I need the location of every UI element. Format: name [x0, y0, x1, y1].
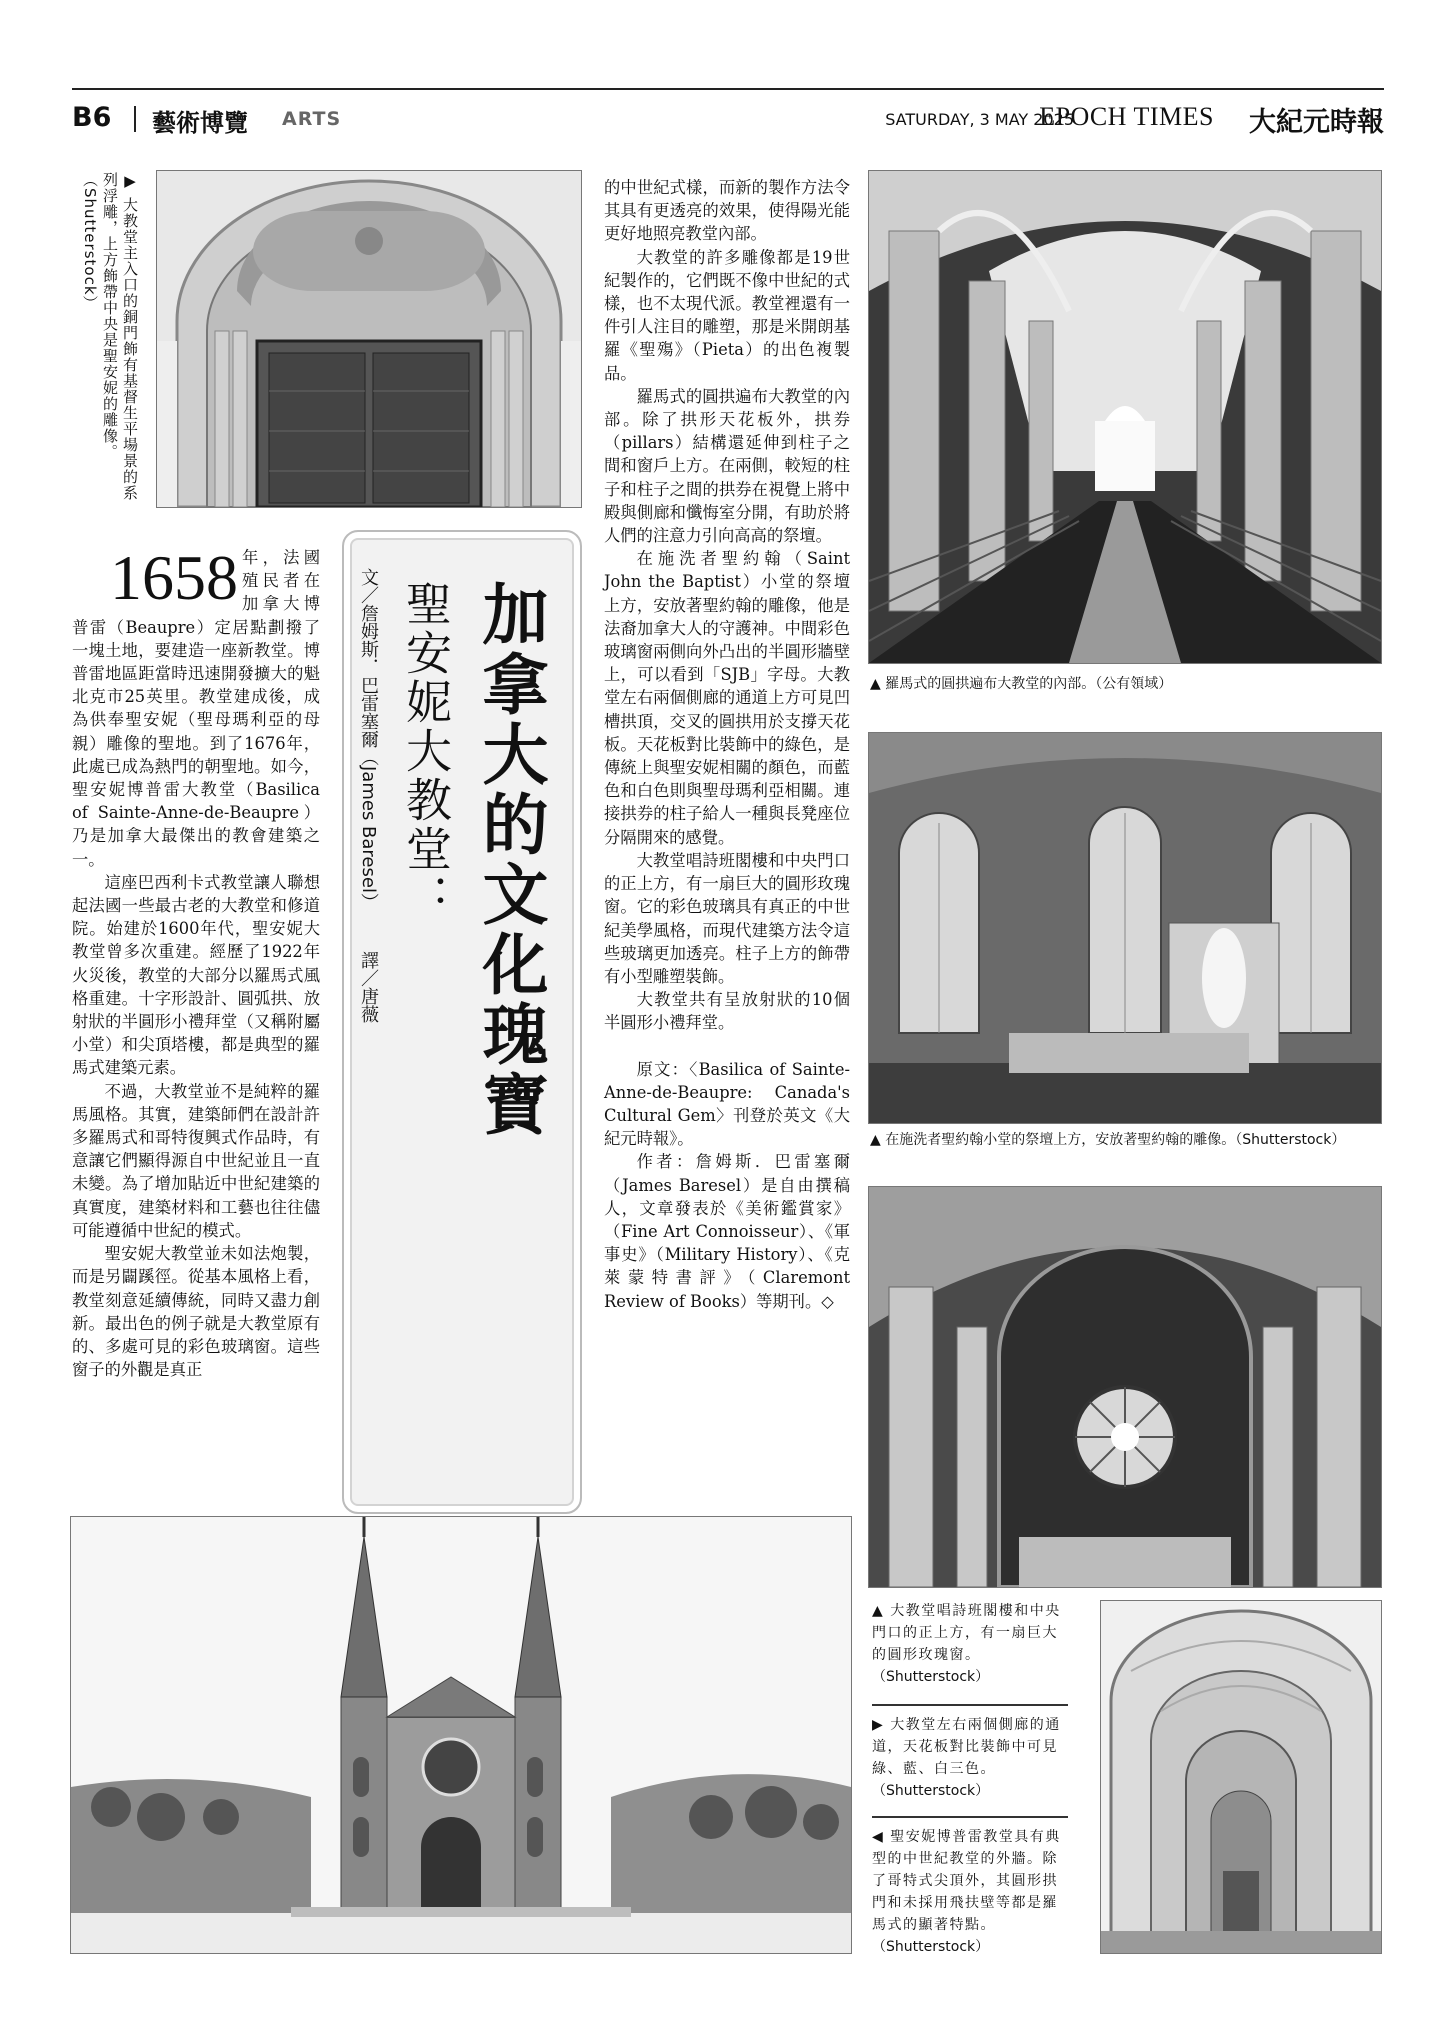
paragraph: 的中世紀式樣，而新的製作方法令其具有更透亮的效果，使得陽光能更好地照亮教堂內部。	[604, 178, 850, 244]
photo-side-aisle	[1100, 1600, 1382, 1954]
caption-divider	[872, 1816, 1068, 1818]
paragraph: 大教堂唱詩班閣樓和中央門口的正上方，有一扇巨大的圓形玫瑰窗。它的彩色玻璃具有真正的中世紀美學風格，而現代建築方法令這些玻璃更加透亮。柱子上方的飾帶有小型雕塑裝飾。	[604, 850, 850, 986]
caption-side-aisle: ▶ 大教堂左右兩個側廊的通道，天花板對比裝飾中可見綠、藍、白三色。 （Shutterstock）	[872, 1717, 1061, 1799]
subheadline: 聖安妮大教堂：	[399, 580, 453, 923]
caption-nave: ▲ 羅馬式的圓拱遍布大教堂的內部。（公有領域）	[870, 676, 1173, 692]
caption-exterior: ◀ 聖安妮博普雷教堂具有典型的中世紀教堂的外牆。除了哥特式尖頂外，其圓形拱門和未採用飛扶壁等都是羅馬式的顯著特點。 （Shutterstock）	[872, 1829, 1061, 1955]
article-column-2	[604, 176, 850, 1313]
author-note: 作者：詹姆斯．巴雷塞爾（James Baresel）是自由撰稿人，文章發表於《美術鑑賞家》（Fine Art Connoisseur）、《軍事史》（Military History）、《克萊蒙特書評》（Claremont Review of Books）等期刊。◇	[604, 1152, 850, 1311]
paragraph: 大教堂的許多雕像都是19世紀製作的，它們既不像中世紀的式樣，也不太現代派。教堂裡還有一件引人注目的雕塑，那是米開朗基羅《聖殤》（Pieta）的出色複製品。	[604, 247, 850, 383]
headline: 加拿大的文化瑰寶	[471, 580, 548, 1140]
paragraph: 在施洗者聖約翰（Saint John the Baptist）小堂的祭壇上方，安放著聖約翰的雕像，他是法裔加拿大人的守護神。中間彩色玻璃窗兩側向外凸出的半圓形牆壁上，可以看到「SJB」字母。大教堂左右兩個側廊的通道上方可見凹槽拱頂，交叉的圓拱用於支撐天花板。天花板對比裝飾中的綠色，是傳統上與聖安妮相關的顏色，而藍色和白色則與聖母瑪利亞相關。連接拱券的柱子給人一種與長凳座位分隔開來的感覺。	[604, 549, 850, 847]
drop-cap-number: 1658	[110, 542, 238, 613]
caption-divider	[872, 1704, 1068, 1706]
byline-author: 文／詹姆斯．巴雷塞爾（James Baresel）	[358, 568, 379, 911]
photo-basilica-exterior	[70, 1516, 852, 1954]
paragraph: 這座巴西利卡式教堂讓人聯想起法國一些最古老的大教堂和修道院。始建於1600年代，聖安妮大教堂曾多次重建。經歷了1922年火災後，教堂的大部分以羅馬式風格重建。十字形設計、圓弧拱、放射狀的半圓形小禮拜堂（又稱附屬小堂）和尖頂塔樓，都是典型的羅馬式建築元素。	[72, 872, 320, 1078]
photo-rose-window	[868, 1186, 1382, 1588]
paragraph: 大教堂共有呈放射狀的10個半圓形小禮拜堂。	[604, 990, 850, 1033]
issue-date: SATURDAY, 3 MAY 2025	[885, 110, 1074, 129]
paragraph: 不過，大教堂並不是純粹的羅馬風格。其實，建築師們在設計許多羅馬式和哥特復興式作品時，有意讓它們顯得源自中世紀並且一直未變。為了增加貼近中世紀建築的真實度，建築材料和工藝也往往儘可能遵循中世紀的模式。	[72, 1081, 320, 1240]
article-column-1	[72, 542, 320, 1381]
photo-nave-interior	[868, 170, 1382, 664]
section-name-zh: 藝術博覽	[152, 109, 248, 137]
paragraph: 羅馬式的圓拱遍布大教堂的內部。除了拱形天花板外，拱券（pillars）結構還延伸到柱子之間和窗戶上方。在兩側，較短的柱子和柱子之間的拱券在視覺上將中殿與側廊和懺悔室分開，有助於將人們的注意力引向高高的祭壇。	[604, 386, 850, 546]
page-header	[72, 88, 1384, 136]
caption-bronze-doors: ▶ 大教堂主入口的銅門飾有基督生平場景的系列浮雕，上方飾帶中央是聖安妮的雕像。（Shutterstock）	[81, 172, 139, 501]
byline-translator: 譯／唐薇	[358, 950, 379, 1023]
source-note: 原文：〈Basilica of Sainte-Anne-de-Beaupre: Canada's Cultural Gem〉刊登於英文《大紀元時報》。	[604, 1059, 850, 1149]
paragraph: 1658 年，法國殖民者在加拿大博普雷（Beaupre）定居點劃撥了一塊土地，要建造一座新教堂。博普雷地區距當時迅速開發擴大的魁北克市25英里。教堂建成後，成為供奉聖安妮（聖母瑪利亞的母親）雕像的聖地。到了1676年，此處已成為熱門的朝聖地。如今，聖安妮博普雷大教堂（Basilica of Sainte-Anne-de-Beaupre）乃是加拿大最傑出的教會建築之一。	[72, 542, 320, 869]
photo-chapel-altar	[868, 732, 1382, 1124]
photo-bronze-doors	[156, 170, 582, 508]
masthead-zh: 大紀元時報	[1249, 107, 1384, 138]
byline	[356, 568, 380, 1048]
section-name-en: ARTS	[282, 108, 342, 130]
section-code: B6	[72, 102, 112, 133]
masthead-en: EPOCH TIMES	[1039, 102, 1214, 131]
section-divider	[134, 106, 136, 132]
caption-chapel: ▲ 在施洗者聖約翰小堂的祭壇上方，安放著聖約翰的雕像。（Shutterstock）	[870, 1132, 1346, 1148]
caption-rose-window: ▲ 大教堂唱詩班閣樓和中央門口的正上方，有一扇巨大的圓形玫瑰窗。 （Shutterstock）	[872, 1603, 1061, 1685]
paragraph: 聖安妮大教堂並未如法炮製，而是另闢蹊徑。從基本風格上看，教堂刻意延續傳統，同時又盡力創新。最出色的例子就是大教堂原有的、多處可見的彩色玻璃窗。這些窗子的外觀是真正	[72, 1244, 320, 1380]
